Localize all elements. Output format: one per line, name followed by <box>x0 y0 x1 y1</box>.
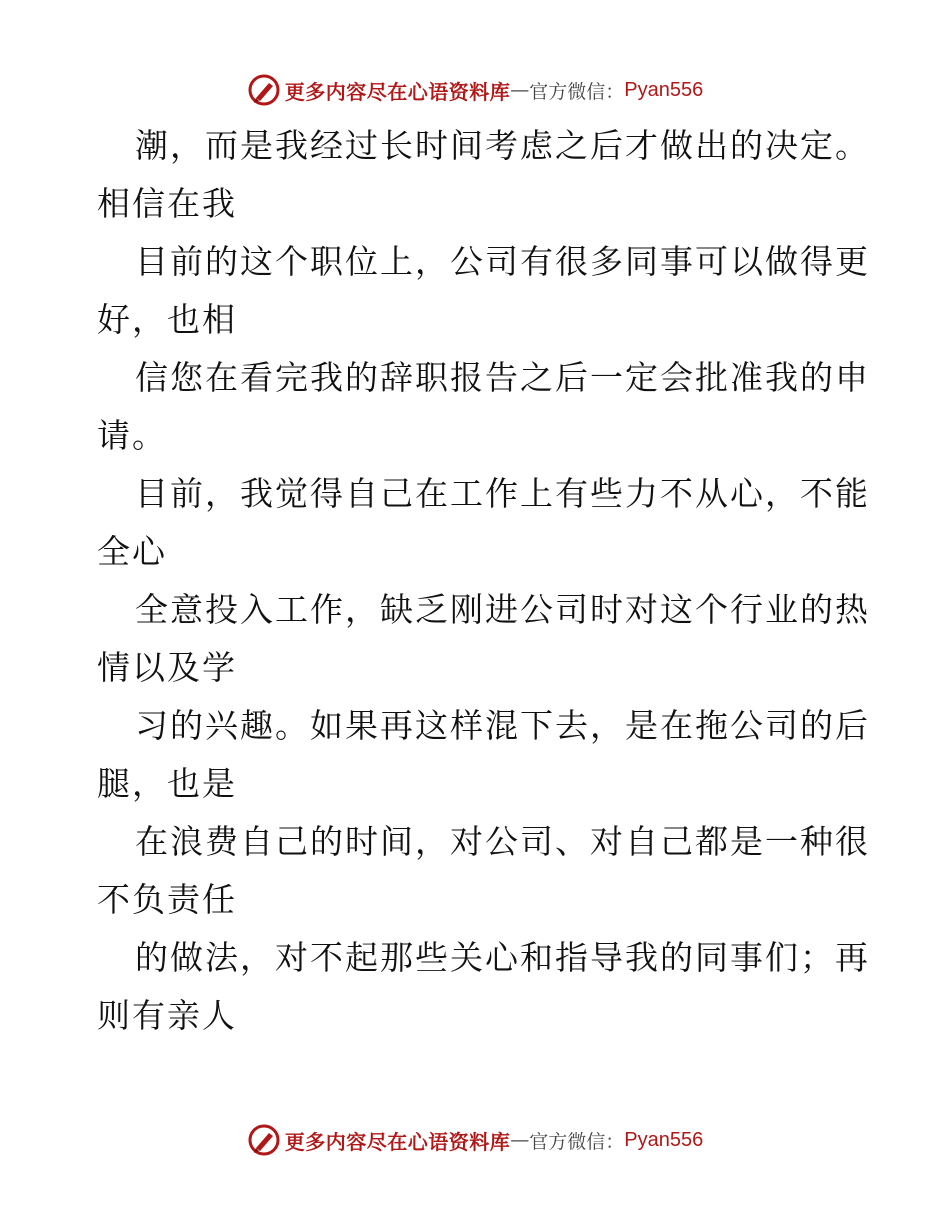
pen-logo-icon <box>247 73 281 107</box>
text-line: 情以及学 <box>97 648 237 687</box>
text-line: 在浪费自己的时间，对公司、对自己都是一种很 <box>135 822 870 861</box>
footer-banner <box>0 1120 950 1160</box>
footer-wechat-id: Pyan556 <box>624 1128 704 1151</box>
text-line: 全心 <box>97 532 167 571</box>
header-banner <box>0 70 950 110</box>
text-line: 习的兴趣。如果再这样混下去，是在拖公司的后 <box>135 706 870 745</box>
footer-site-text: 更多内容尽在心语资料库 <box>284 1129 511 1154</box>
text-line: 相信在我 <box>97 184 237 223</box>
text-line: 不负责任 <box>97 880 237 919</box>
text-line: 请。 <box>97 416 167 455</box>
text-line: 好，也相 <box>97 300 237 339</box>
footer-wechat-label: 官方微信： <box>529 1130 625 1153</box>
header-wechat-label: 官方微信： <box>529 80 625 103</box>
pen-logo-icon <box>247 1123 281 1157</box>
text-line: 目前的这个职位上，公司有很多同事可以做得更 <box>135 242 870 281</box>
text-line: 则有亲人 <box>97 996 237 1035</box>
text-line: 的做法，对不起那些关心和指导我的同事们；再 <box>135 938 870 977</box>
text-line: 全意投入工作，缺乏刚进公司时对这个行业的热 <box>135 590 870 629</box>
header-site-text: 更多内容尽在心语资料库 <box>284 79 511 104</box>
text-line: 潮，而是我经过长时间考虑之后才做出的决定。 <box>135 126 870 165</box>
text-line: 目前，我觉得自己在工作上有些力不从心，不能 <box>135 474 870 513</box>
header-wechat-id: Pyan556 <box>624 78 704 101</box>
text-line: 信您在看完我的辞职报告之后一定会批准我的申 <box>135 358 870 397</box>
text-line: 腿，也是 <box>97 764 237 803</box>
footer-dash: — <box>510 1129 530 1151</box>
header-dash: — <box>510 79 530 101</box>
document-body <box>97 117 870 1045</box>
